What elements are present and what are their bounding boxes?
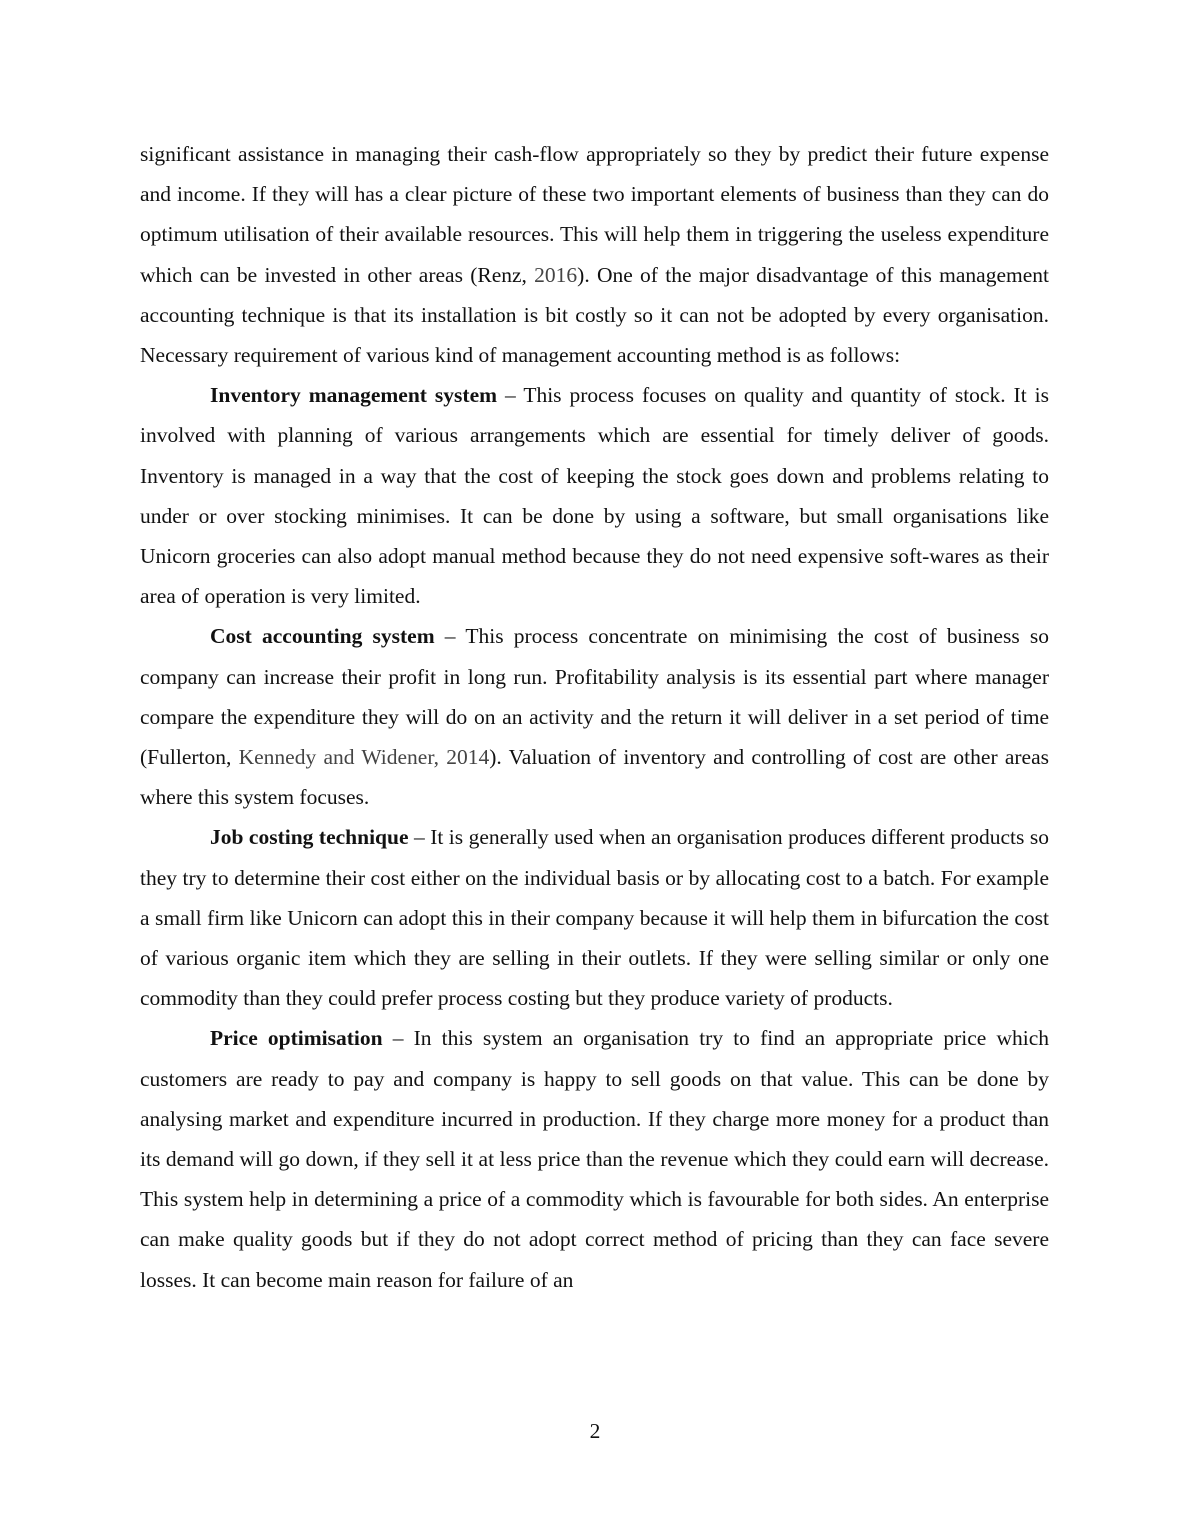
heading-inventory-management: Inventory management system: [210, 383, 498, 408]
price-text: – In this system an organisation try to find an appropriate price which customers are ready to pay and company is happy to sell goods on that value. This can be done by analysing market and expenditure incurred in production. If they charge more money for a product than its demand will go down, if they sell it at less price than the revenue which they could earn will decrease. This system help in determining a price of a commodity which is favourable for both sides. An enterprise can make quality goods but if they do not adopt correct method of pricing than they can face severe losses. It can become main reason for failure of an: [140, 1026, 1049, 1292]
paragraph-price-optimisation: [140, 1018, 1049, 1299]
job-text: – It is generally used when an organisation produces different products so they try to determine their cost either on the individual basis or by allocating cost to a batch. For example a small firm like Unicorn can adopt this in their company because it will help them in bifurcation the cost of various organic item which they are selling in their outlets. If they were selling similar or only one commodity than they could prefer process costing but they produce variety of products.: [140, 825, 1049, 1011]
paragraph-job-costing: [140, 817, 1049, 1018]
heading-job-costing: Job costing technique: [210, 825, 409, 850]
intro-text-part2: ). One of the major disadvantage of this management accounting technique is that its installation is bit costly so it can not be adopted by every organisation. Necessary requirement of various kind of management accounting method is as follows:: [140, 262, 1049, 368]
document-body: [140, 134, 1049, 1300]
paragraph-inventory: [140, 375, 1049, 616]
citation-renz-year: 2016: [534, 262, 578, 287]
cost-text-part1: – This process concentrate on minimising the cost of business so company can increase their profit in long run. Profitability analysis is its essential part where manager compare the expenditure they will do on an activity and the return it will deliver in a set period of time (Fullerton,: [140, 624, 1049, 770]
citation-kennedy-widener: Kennedy and Widener, 2014: [238, 745, 490, 770]
heading-price-optimisation: Price optimisation: [210, 1026, 383, 1051]
intro-text-part1: significant assistance in managing their cash-flow appropriately so they by predict their future expense and income. If they will has a clear picture of these two important elements of business than they can do optimum utilisation of their available resources. This will help them in triggering the useless expenditure which can be invested in other areas (Renz,: [140, 142, 1049, 287]
paragraph-intro: [140, 134, 1049, 375]
page-number: 2: [589, 1419, 601, 1443]
heading-cost-accounting: Cost accounting system: [210, 624, 435, 649]
cost-text-part2: ). Valuation of inventory and controlling of cost are other areas where this system focuses.: [140, 745, 1049, 810]
inventory-text: – This process focuses on quality and quantity of stock. It is involved with planning of various arrangements which are essential for timely deliver of goods. Inventory is managed in a way that the cost of keeping the stock goes down and problems relating to under or over stocking minimises. It can be done by using a software, but small organisations like Unicorn groceries can also adopt manual method because they do not need expensive soft-wares as their area of operation is very limited.: [140, 383, 1049, 609]
paragraph-cost-accounting: [140, 616, 1049, 817]
